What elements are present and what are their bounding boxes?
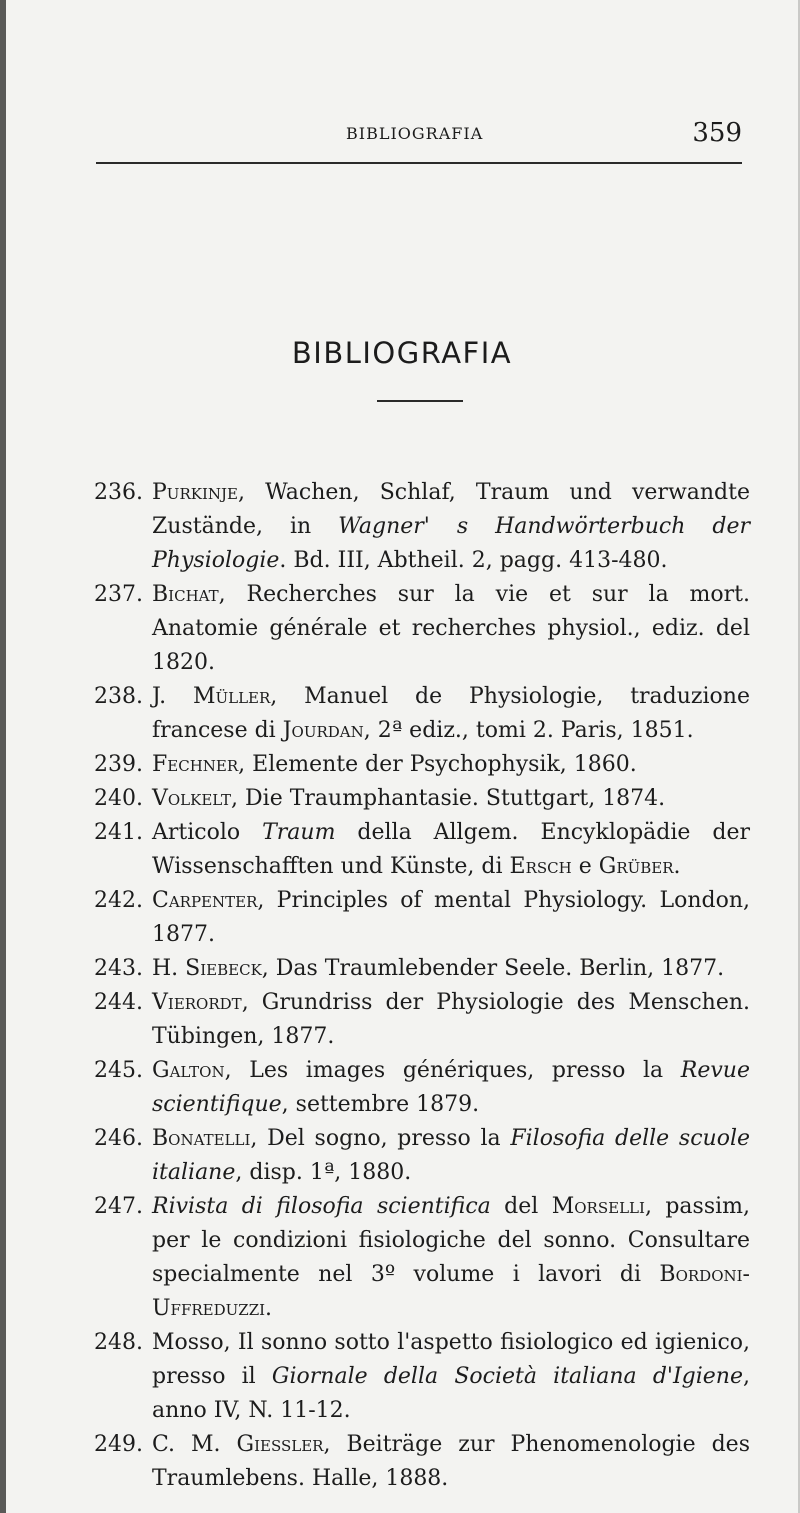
bibliography-entry: [94, 1122, 750, 1190]
entry-text: [152, 1428, 750, 1496]
entry-text-segment: J.: [152, 684, 193, 709]
author-name: Fechner: [152, 752, 239, 777]
entry-number: 243.: [94, 956, 143, 981]
author-name: Vierordt: [152, 990, 242, 1015]
author-name: Volkelt: [152, 786, 232, 811]
bibliography-entry: [94, 816, 750, 884]
page-number: 359: [692, 118, 742, 148]
entry-text-segment: Articolo: [152, 820, 263, 845]
entry-text-segment: , Principles of mental Physiology. London, 1877.: [152, 888, 750, 947]
bibliography-entry: [94, 476, 750, 578]
entry-number: 236.: [94, 480, 143, 505]
author-name: Ersch: [509, 854, 572, 879]
running-title: BIBLIOGRAFIA: [346, 124, 484, 143]
running-head: [96, 118, 742, 154]
entry-text-segment: C. M.: [152, 1432, 237, 1457]
entry-number: 245.: [94, 1058, 143, 1083]
entry-text-segment: , disp. 1ª, 1880.: [235, 1160, 412, 1185]
work-title: Revue scientifique: [152, 1058, 750, 1117]
entry-text: [152, 476, 750, 578]
header-rule: [96, 162, 742, 164]
entry-text: [152, 1326, 750, 1428]
author-name: Siebeck: [185, 956, 262, 981]
author-name: Morselli: [551, 1194, 645, 1219]
entry-number: 244.: [94, 990, 143, 1015]
entry-text-segment: , settembre 1879.: [281, 1092, 480, 1117]
work-title: Rivista di filosofia scientifica: [152, 1194, 491, 1219]
entry-text-segment: .: [265, 1296, 273, 1321]
entry-text-segment: , Elemente der Psychophysik, 1860.: [238, 752, 637, 777]
author-name: Carpenter: [152, 888, 258, 913]
entry-text-segment: , Manuel de Physiologie, traduzione francese di: [152, 684, 750, 743]
entry-text: [152, 816, 750, 884]
entry-text-segment: del: [490, 1194, 552, 1219]
bibliography-entry: [94, 952, 750, 986]
author-name: Galton: [152, 1058, 225, 1083]
entry-text-segment: . Bd. III, Abtheil. 2, pagg. 413-480.: [279, 548, 668, 573]
work-title: Wagner' s Handwörterbuch der Physiologie: [152, 514, 750, 573]
entry-text-segment: e: [571, 854, 599, 879]
entry-text: [152, 748, 750, 782]
bibliography-entry: [94, 680, 750, 748]
work-title: Traum: [262, 820, 336, 845]
section-heading: BIBLIOGRAFIA: [291, 336, 513, 370]
entry-text-segment: , Die Traumphantasie. Stuttgart, 1874.: [231, 786, 666, 811]
bibliography-entry: [94, 748, 750, 782]
author-name: Grüber: [598, 854, 674, 879]
author-name: Giessler: [236, 1432, 324, 1457]
entry-text: [152, 1054, 750, 1122]
entry-text: [152, 1122, 750, 1190]
bibliography-entry: [94, 1054, 750, 1122]
entry-text-segment: , Beiträge zur Phenomenologie des Traumlebens. Halle, 1888.: [152, 1432, 750, 1491]
entry-number: 240.: [94, 786, 143, 811]
entry-text-segment: della Allgem. Encyklopädie der Wissenschafften und Künste, di: [152, 820, 751, 879]
work-title: Giornale della Società italiana d'Igiene: [271, 1364, 743, 1389]
entry-number: 237.: [94, 582, 143, 607]
entry-text-segment: Mosso, Il sonno sotto l'aspetto fisiologico ed igienico, presso il: [152, 1330, 750, 1389]
entry-text-segment: H.: [152, 956, 186, 981]
work-title: Filosofia delle scuole italiane: [152, 1126, 750, 1185]
bibliography-entry: [94, 578, 750, 680]
bibliography-list: [94, 476, 750, 1496]
entry-number: 239.: [94, 752, 143, 777]
entry-text-segment: , Wachen, Schlaf, Traum und verwandte Zustände, in: [152, 480, 750, 539]
bibliography-entry: [94, 1190, 750, 1326]
entry-number: 241.: [94, 820, 143, 845]
entry-text: [152, 986, 750, 1054]
entry-text-segment: , Del sogno, presso la: [250, 1126, 511, 1151]
entry-number: 242.: [94, 888, 143, 913]
entry-text-segment: , Grundriss der Physiologie des Menschen. Tübingen, 1877.: [152, 990, 750, 1049]
entry-number: 246.: [94, 1126, 143, 1151]
entry-text-segment: , Recherches sur la vie et sur la mort. Anatomie générale et recherches physiol., ediz. del 1820.: [152, 582, 750, 675]
entry-text: [152, 884, 750, 952]
author-name: Bichat: [152, 582, 219, 607]
entry-text: [152, 680, 750, 748]
entry-text: [152, 782, 750, 816]
author-name: Bordoni-Uffreduzzi: [152, 1262, 750, 1321]
bibliography-entry: [94, 986, 750, 1054]
bibliography-entry: [94, 884, 750, 952]
entry-text: [152, 1190, 750, 1326]
bibliography-entry: [94, 1326, 750, 1428]
bibliography-entry: [94, 1428, 750, 1496]
bibliography-entry: [94, 782, 750, 816]
entry-number: 248.: [94, 1330, 143, 1355]
author-name: Müller: [192, 684, 271, 709]
entry-text-segment: , passim, per le condizioni fisiologiche del sonno. Consultare specialmente nel 3º volume i lavori di: [152, 1194, 751, 1287]
entry-number: 249.: [94, 1432, 143, 1457]
heading-rule: [377, 400, 463, 402]
entry-text-segment: , anno IV, N. 11-12.: [152, 1364, 750, 1423]
author-name: Jourdan: [282, 718, 364, 743]
entry-text: [152, 952, 750, 986]
author-name: Bonatelli: [152, 1126, 251, 1151]
entry-text: [152, 578, 750, 680]
entry-text-segment: , Das Traumlebender Seele. Berlin, 1877.: [261, 956, 725, 981]
entry-text-segment: , Les images génériques, presso la: [224, 1058, 681, 1083]
entry-number: 238.: [94, 684, 143, 709]
entry-text-segment: .: [673, 854, 681, 879]
entry-text-segment: , 2ª ediz., tomi 2. Paris, 1851.: [363, 718, 694, 743]
entry-number: 247.: [94, 1194, 143, 1219]
author-name: Purkinje: [152, 480, 238, 505]
